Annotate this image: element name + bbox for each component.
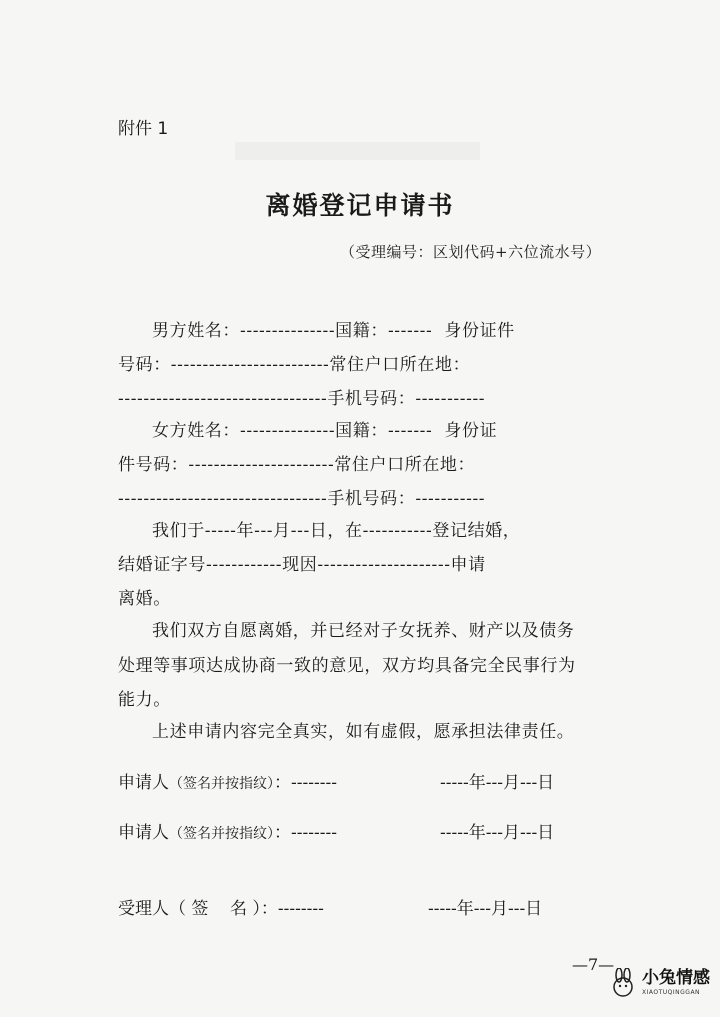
applicant1-sign-field: ：-------- — [274, 773, 337, 793]
document-title: 离婚登记申请书 — [265, 191, 455, 220]
applicant1-date: -----年---月---日 — [440, 773, 555, 793]
marriage-cert-line: 结婚证字号------------现因---------------------申请 — [118, 555, 486, 575]
receiver-signature: 受理人（ 签 名 ）：-------- — [118, 899, 324, 919]
watermark-logo — [608, 968, 710, 998]
agreement-line-1: 我们双方自愿离婚，并已经对子女抚养、财产以及债务 — [152, 621, 575, 641]
scan-shadow — [235, 142, 480, 160]
page-number: —7— — [572, 955, 615, 974]
applicant1-note: （签名并按指纹） — [169, 776, 274, 792]
agreement-line-2: 处理等事项达成协商一致的意见，双方均具备完全民事行为 — [118, 656, 576, 676]
declaration-line: 上述申请内容完全真实，如有虚假，愿承担法律责任。 — [152, 722, 575, 742]
marriage-end-line: 离婚。 — [118, 589, 171, 609]
agreement-line-3: 能力。 — [118, 690, 171, 710]
male-name-line: 男方姓名：---------------国籍：------- 身份证件 — [152, 321, 515, 341]
applicant2-date: -----年---月---日 — [440, 823, 555, 843]
male-phone-line: ---------------------------------手机号码：----------- — [118, 389, 486, 409]
receiver-date: -----年---月---日 — [428, 899, 543, 919]
applicant1-label: 申请人 — [118, 773, 169, 793]
marriage-date-line: 我们于-----年---月---日，在-----------登记结婚， — [152, 521, 521, 541]
applicant2-label: 申请人 — [118, 823, 169, 843]
applicant2-sign-field: ：-------- — [274, 823, 337, 843]
applicant2-note: （签名并按指纹） — [169, 826, 274, 842]
applicant1-signature — [118, 768, 337, 793]
applicant2-signature — [118, 818, 337, 843]
rabbit-icon — [608, 968, 638, 998]
watermark-text: 小兔情感 — [642, 968, 710, 988]
female-id-line: 件号码：-----------------------常住户口所在地： — [118, 455, 476, 475]
watermark-subtext: XIAOTUQINGGAN — [642, 989, 701, 996]
female-phone-line: ---------------------------------手机号码：----------- — [118, 489, 486, 509]
male-id-line: 号码：-------------------------常住户口所在地： — [118, 355, 471, 375]
registration-number-note: （受理编号：区划代码+六位流水号） — [340, 243, 602, 261]
female-name-line: 女方姓名：---------------国籍：------- 身份证 — [152, 421, 498, 441]
attachment-label: 附件 1 — [118, 119, 169, 139]
